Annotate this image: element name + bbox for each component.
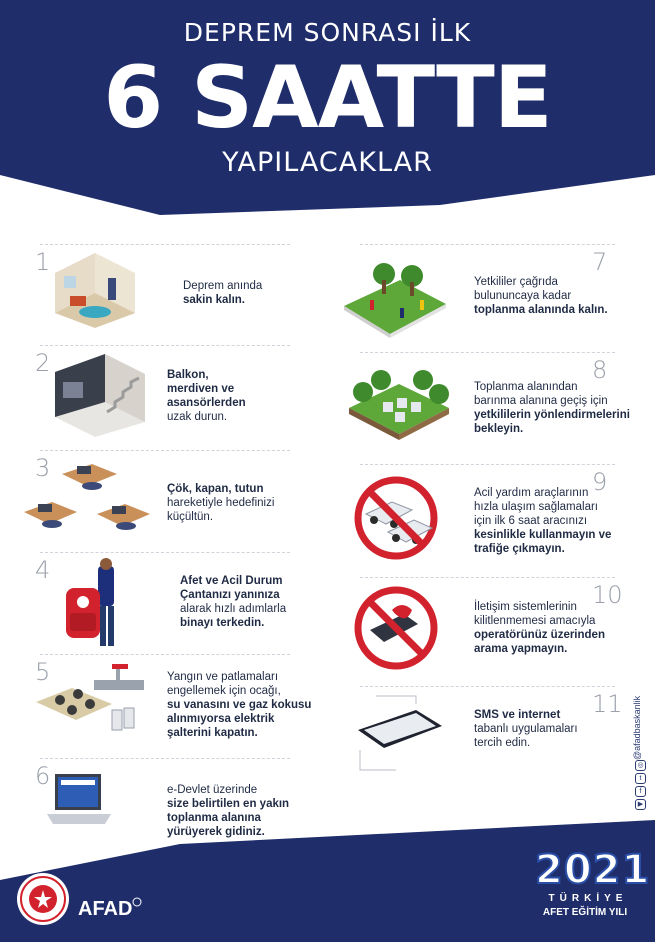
header-subtitle: DEPREM SONRASI İLK [183,18,472,47]
divider [360,686,615,687]
event-label: AFET EĞİTİM YILI [542,907,628,918]
text-line: İletişim sistemlerinin [474,601,577,613]
divider [360,352,615,353]
step-number: 2 [35,349,51,377]
step-text [167,368,246,424]
stove-valve-switch-illustration [32,660,152,742]
twitter-icon[interactable]: t [635,773,646,784]
year-badge: 2021 [535,847,651,893]
text-line: alınmıyorsa elektrik [167,713,275,725]
divider [40,345,290,346]
header-title: 6 SAATTE [103,48,552,148]
text-line: binayı terkedin. [180,617,265,629]
living-room-illustration [50,248,140,330]
text-line: asansörlerden [167,397,246,409]
header-tagline: YAPILACAKLAR [222,147,433,178]
text-line: SMS ve internet [474,709,561,721]
text-line: hızla ulaşım sağlamaları [474,501,598,513]
text-line: Yetkililer çağrıda [474,276,558,288]
no-calls-illustration [352,584,440,672]
text-line: Yangın ve patlamaları [167,671,279,683]
text-line: bulununcaya kadar [474,290,572,302]
text-line: toplanma alanında kalın. [474,304,608,316]
stairs-balcony-illustration [45,352,150,437]
facebook-icon[interactable]: f [635,786,646,797]
step-text [167,482,274,524]
step-text [167,670,311,740]
step-number: 11 [592,690,623,718]
text-line: Afet ve Acil Durum [180,575,283,587]
step-text [180,574,286,630]
shelter-area-illustration [345,362,453,444]
text-line: size belirtilen en yakın [167,798,290,810]
instagram-icon[interactable]: ◎ [635,760,646,771]
text-line: trafiğe çıkmayın. [474,543,565,555]
step-number: 7 [592,248,608,276]
text-line: e-Devlet üzerinde [167,784,258,796]
step-text [474,275,608,317]
text-line: tercih edin. [474,737,531,749]
step-number: 1 [35,248,51,276]
smartphone-illustration [346,690,446,778]
drop-cover-hold-illustration [22,462,152,544]
text-line: şalterini kapatın. [167,727,258,739]
text-line: engellemek için ocağı, [167,685,281,697]
step-number: 6 [35,762,51,790]
emergency-bag-illustration [62,558,132,650]
step-number: 10 [592,581,623,609]
step-number: 9 [592,468,608,496]
text-line: arama yapmayın. [474,643,568,655]
text-line: kesinlikle kullanmayın ve [474,529,612,541]
text-line: Çantanızı yanınıza [180,589,280,601]
divider [40,244,290,245]
no-cars-illustration [352,474,440,562]
divider [40,552,290,553]
text-line: toplanma alanına [167,812,261,824]
step-text [183,279,262,307]
text-line: için ilk 6 saat aracınızı [474,515,588,527]
divider [40,450,290,451]
text-line: Balkon, [167,369,209,381]
header-banner [0,0,655,215]
social-handle[interactable]: @afadbaskanlik [632,695,642,760]
text-line: alarak hızlı adımlarla [180,603,287,615]
step-number: 8 [592,356,608,384]
text-line: kilitlenmemesi amacıyla [474,615,596,627]
text-line: barınma alanına geçiş için [474,395,608,407]
youtube-icon[interactable]: ▶ [635,799,646,810]
step-number: 5 [35,658,51,686]
assembly-area-illustration [340,246,450,338]
step-text [474,486,611,556]
country-label: TÜRKİYE [548,893,628,904]
text-line: hareketiyle hedefinizi [167,497,275,509]
divider [360,464,615,465]
text-line: Toplanma alanından [474,381,578,393]
step-text [474,708,578,750]
text-line: uzak durun. [167,411,228,423]
text-line: merdiven ve [167,383,235,395]
registered-icon [132,897,142,907]
text-line: Çök, kapan, tutun [167,483,264,495]
text-line: su vanasını ve gaz kokusu [167,699,312,711]
step-text [474,600,605,656]
text-line: sakin kalın. [183,294,246,306]
text-line: tabanlı uygulamaları [474,723,578,735]
divider [40,654,290,655]
afad-seal-icon [16,872,70,926]
text-line: bekleyin. [474,423,524,435]
step-number: 4 [35,556,51,584]
divider [40,758,290,759]
step-text [474,380,630,436]
text-line: Deprem anında [183,280,263,292]
text-line: yetkililerin yönlendirmelerini [474,409,630,421]
text-line: Acil yardım araçlarının [474,487,589,499]
step-number: 3 [35,454,51,482]
divider [360,244,615,245]
text-line: küçültün. [167,511,214,523]
divider [360,577,615,578]
text-line: operatörünüz üzerinden [474,629,605,641]
afad-logo: AFAD [78,898,133,920]
text-line: yürüyerek gidiniz. [167,826,265,838]
